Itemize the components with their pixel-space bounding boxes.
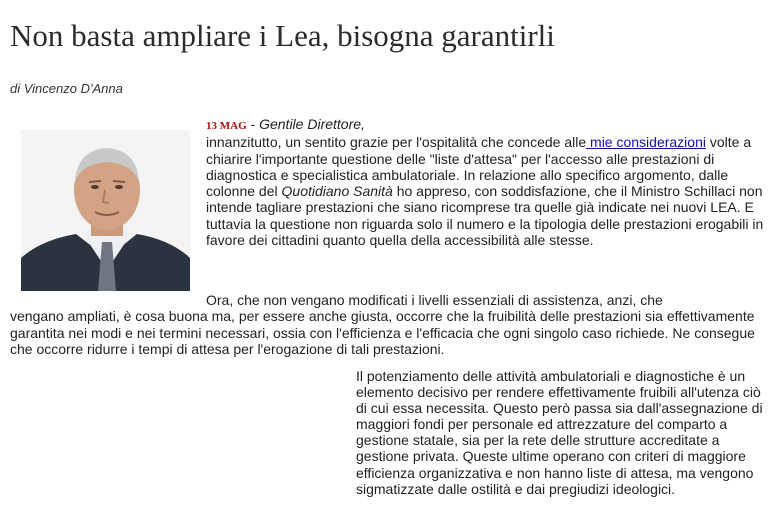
greeting: Gentile Direttore, xyxy=(259,116,365,132)
second-paragraph xyxy=(10,292,770,357)
intro-text-middle: volte a chiarire l'importante questione delle "liste d'attesa" per l'accesso alle prestazioni di diagnostica e specialistica ambulatoriale. In relazione allo specifico argomento, dalle colonne del xyxy=(206,134,752,200)
third-paragraph: Il potenziamento delle attività ambulatoriali e diagnostiche è un elemento decisivo per rendere effettivamente fruibili all'utenza ciò di cui essa necessita. Questo però passa sia dall'assegnazione di maggiori fondi per personale ed attrezzature del comparto a gestione statale, sia per la rete delle strutture accreditate a gestione privata. Queste ultime operano con criteri di maggiore efficienza organizzativa e non hanno liste di attesa, ma vengono sigmatizzate dalle ostilità e dai pregiudizi ideologici. xyxy=(356,368,763,497)
dateline: 13 MAG xyxy=(206,120,247,132)
author-photo xyxy=(21,130,190,291)
second-paragraph-rest: vengano ampliati, è cosa buona ma, per essere anche giusta, occorre che la fruibilità delle prestazioni sia effettivamente garantita nei modi e nei termini necessari, ossia con l'efficienza e l'efficacia che ogni singolo caso richiede. Ne consegue che occorre ridurre i tempi di attesa per l'erogazione di tali prestazioni. xyxy=(10,308,755,357)
intro-text-start: innanzitutto, un sentito grazie per l'ospitalità che concede alle xyxy=(206,134,587,151)
intro-text-end: ho appreso, con soddisfazione, che il Ministro Schillaci non intende tagliare prestazioni che siano ricomprese tra quelle già indicate nei nuovi LEA. E tuttavia la questione non riguarda solo il numero e la tipologia delle prestazioni erogabili in favore dei cittadini quanto quella della accessibilità alle stesse. xyxy=(206,183,764,249)
dateline-separator: - xyxy=(246,116,260,132)
author-byline: di Vincenzo D'Anna xyxy=(10,81,123,96)
source-name: Quotidiano Sanità xyxy=(281,183,393,200)
article-title: Non basta ampliare i Lea, bisogna garantirli xyxy=(10,18,555,53)
intro-paragraph xyxy=(206,116,770,248)
considerations-link[interactable]: mie considerazioni xyxy=(586,134,706,151)
second-paragraph-first-line: Ora, che non vengano modificati i livelli essenziali di assistenza, anzi, che xyxy=(206,292,663,308)
